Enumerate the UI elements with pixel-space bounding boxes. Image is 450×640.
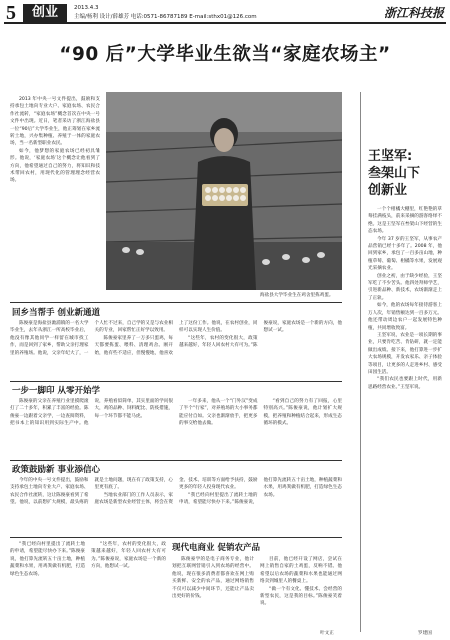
body-paragraph: 陈俊豪学的是电子商务专业，他计划把互联网营销引入到农场的经营中。他说，现在很多消费者都喜欢在网上购买新鲜、安全的农产品，通过网络销售不仅可以减少中间环节，还能让产品卖出更好的价钱。	[172, 557, 254, 600]
section-body	[10, 398, 342, 456]
body-paragraph: “这些年，农村的变化很大，政策越来越好，年轻人回农村大有可为。”陈俊豪说，家庭农场是一个新的方向，他想试一试。	[179, 321, 342, 349]
section-label: 创业	[23, 4, 67, 22]
sidebar-title	[368, 148, 420, 199]
body-paragraph: “我已经向村里提出了流转土地的申请，希望能尽快办下来。”陈俊豪说，他打算先流转五十亩土地，种植蔬菜和水果，用鸡粪做有机肥，打造绿色生态农场。	[179, 478, 342, 506]
sidebar-title-line: 叁架山下	[368, 166, 421, 181]
body-paragraph: 陈俊豪的父亲在养殖行业里摸爬滚打了二十多年，积累了丰富的经验。陈俊豪一边跟着父亲学，一边查阅资料，把书本上的知识用到实际生产中。他说，养殖看似简单，其实里面的学问很大，鸡的品种、饲料配比、防疫措施，每一个环节都不能马虎。	[10, 399, 173, 427]
body-paragraph: “看到自己的努力有了回报，心里特别高兴。”陈俊豪说，他计划扩大规模，把养殖和种植结合起来，形成生态循环的模式。	[263, 399, 342, 427]
issue-date: 2013.4.3	[74, 5, 99, 11]
sidebar-paragraph: 创业之初，由于缺少经验，王坚军吃了不少苦头。他四处拜师学艺，引进新品种、新技术，农场渐渐走上了正轨。	[368, 273, 442, 301]
section-rule	[10, 302, 342, 303]
section-title: 回乡当帮手 创业新通道	[12, 308, 100, 318]
sidebar-paragraph: 今年 37 岁的王坚军，从事农产品营销已经十多年了。2008 年，他回到家乡，承包了一百多亩山地，种植草莓、葡萄、柑橘等水果，发展观光采摘农业。	[368, 236, 442, 272]
page-header	[4, 3, 446, 24]
section-rule	[10, 381, 342, 382]
photo-caption: 海盐县大学毕业生在鸡舍里拣鸡蛋。	[260, 293, 334, 298]
body-paragraph: 今年的中央一号文件提出，鼓励和支持承包土地向专业大户、家庭农场、农民合作社流转，这让陈俊豪看到了希望。他说，以前想扩大规模，最头疼的就是土地问题，现在有了政策支持，心里更有底了。	[10, 478, 173, 506]
section-body	[10, 320, 342, 376]
sidebar-body	[368, 206, 442, 626]
section-title: 政策鼓励新 事业添信心	[12, 465, 100, 475]
article-photo	[106, 92, 342, 290]
sidebar-paragraph: 王坚军说，农业是一项长期的事业，只要肯吃苦、肯钻研，就一定能做出成绩。接下来，他打算进一步扩大农场规模，开发农家乐、亲子体验等项目，让更多的人走进乡村、感受田园生活。	[368, 332, 442, 375]
sidebar-author: 罗建国	[418, 631, 432, 636]
article-author: 叶文正	[320, 631, 334, 636]
intro-paragraph: 2013 年中央一号文件提出，鼓励和支持承包土地向专业大户、家庭农场、农民合作社流转，“家庭农场”概念首次在中央一号文件中出现。近日，笔者采访了浙江海盐县一位“90后”大学毕业生，他正筹划在家乡流转土地，兴办集种植、养殖于一体的家庭农场，当一名新型职业农民。	[10, 97, 100, 147]
section-rule	[10, 460, 342, 461]
body-paragraph: “这些年，农村的变化很大，政策越来越好，年轻人回农村大有可为。”陈俊豪说，家庭农场是一个新的方向，他想试一试。	[91, 542, 166, 570]
photo-illustration	[106, 92, 342, 290]
section-body	[172, 556, 342, 628]
body-paragraph: 当地农业部门的工作人员表示，家庭农场是新型农业经营主体，将会在资金、技术、培训等方面给予扶持，鼓励更多的年轻人投身现代农业。	[94, 478, 258, 506]
body-paragraph: 陈俊豪是海盐县澉浦镇的一名大学毕业生，去年从浙江一所高校毕业后，他没有像其他同学一样留在城市找工作，而是回到了家乡，帮助父亲打理家里的养殖场。他说，父亲年纪大了，一个人忙不过来，自己学的又是与农业相关的专业，回家帮忙正好学以致用。	[10, 321, 173, 356]
section-title: 一步一脚印 从零开始学	[12, 386, 100, 396]
intro-column	[10, 96, 100, 294]
sidebar-title-line: 创新业	[368, 183, 408, 198]
intro-paragraph: 如今，他梦想的家庭农场已经初具雏形。他说，‘家庭农场’这个概念让他看到了方向，他希望通过自己的努力，将知识和技术带回农村，用现代化的管理理念经营农场。	[10, 148, 100, 184]
body-paragraph: 陈俊豪家里养了一万多只蛋鸡，每天都要拣蛋、喂料、清理鸡舍。刚开始，他有些不适应，但慢慢地，他喜欢上了这份工作。他说，在农村创业，同样可以实现人生价值。	[94, 321, 258, 356]
editor-contact: 主编/杨利 设计/薛雄芳 电话:0571-86787189 E-mail:sthx01@126.com	[74, 14, 257, 20]
body-paragraph: 目前，他已经开设了网店，尝试在网上销售自家的土鸡蛋，反响不错。他希望以后农场的蔬菜和水果也能通过网络卖到城里人的餐桌上。	[260, 557, 342, 585]
section-rule	[10, 537, 342, 538]
article-headline: “90 后”大学毕业生欲当“家庭农场主”	[59, 44, 391, 65]
body-paragraph: “做一个有文化、懂技术、会经营的新型农民，这是我的目标。”陈俊豪笑着说。	[260, 586, 342, 607]
section-body-continued	[10, 541, 166, 629]
sidebar-paragraph: “我们农民也要跟上时代，用新思路经营农业。”王坚军说。	[368, 377, 442, 390]
sidebar-title-line: 王坚军:	[368, 149, 413, 164]
page-number: 5	[6, 2, 16, 24]
body-paragraph: 一年多来，他从一个“门外汉”变成了半个“行家”，对养殖场的大小事务都能应付自如。父亲也渐渐放手，把更多的事交给他去做。	[179, 399, 258, 427]
section-body	[10, 477, 342, 533]
sidebar-divider	[360, 92, 361, 632]
section-title: 现代电商业 促销农产品	[172, 543, 260, 553]
sidebar-paragraph: 如今，他的农场每年接待游客上万人次，年销售额达到一百多万元。他还带动周边农户一起发展特色种植，共同增收致富。	[368, 303, 442, 331]
masthead-logo: 浙江科技报	[383, 6, 444, 20]
body-paragraph: “我已经向村里提出了流转土地的申请，希望能尽快办下来。”陈俊豪说，他打算先流转五十亩土地，种植蔬菜和水果，用鸡粪做有机肥，打造绿色生态农场。	[10, 542, 85, 577]
sidebar-paragraph: 一个个柑橘大棚里，红艳艳的草莓挂满枝头，前来采摘的游客络绎不绝。这是王坚军在叁架山下经营的生态农场。	[368, 207, 442, 235]
